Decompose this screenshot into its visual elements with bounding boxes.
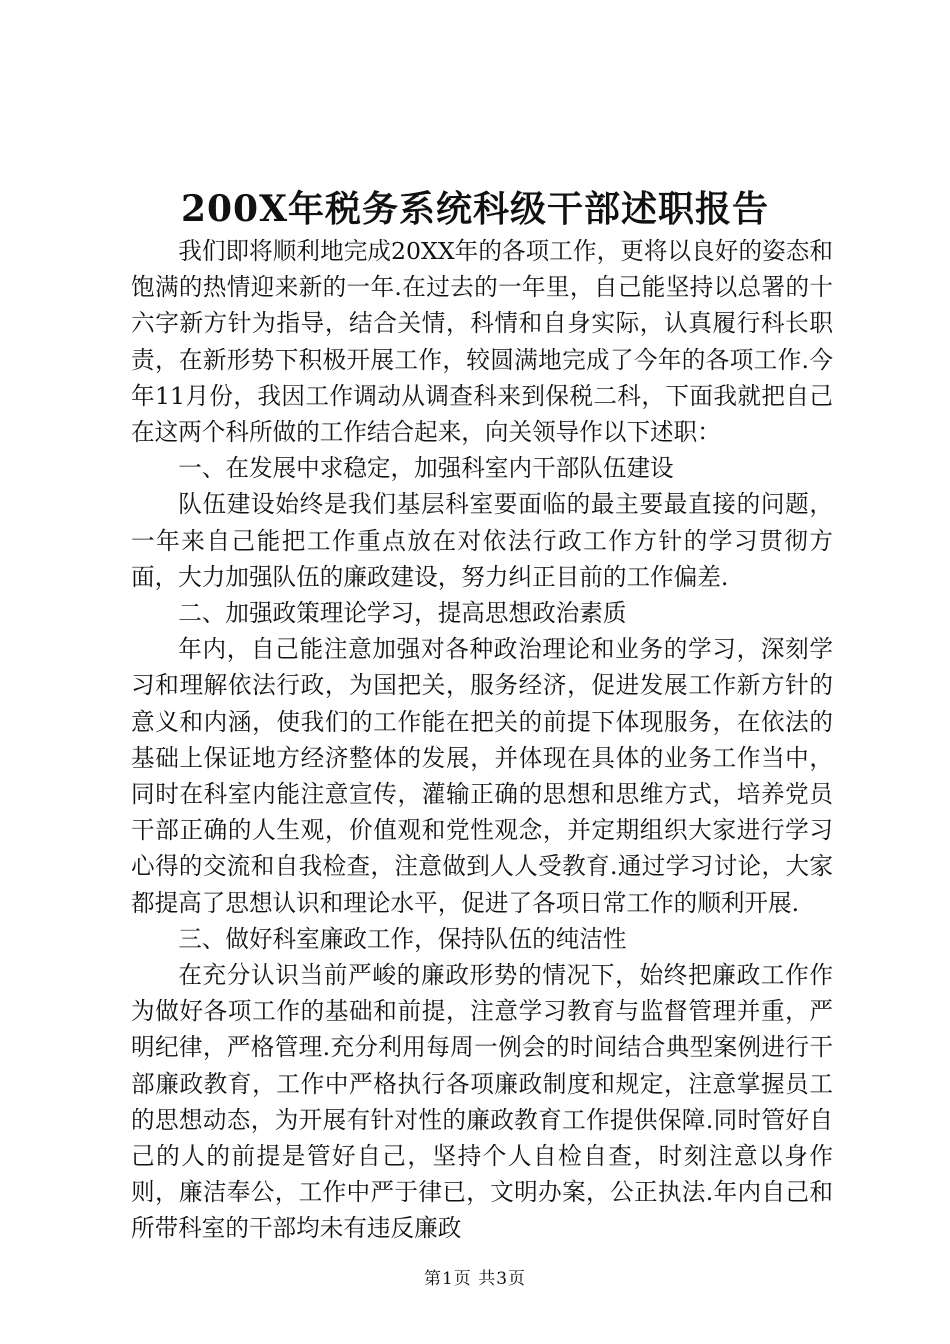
document-body: [131, 233, 833, 1247]
section-heading-2: 二、加强政策理论学习，提高思想政治素质: [178, 599, 627, 628]
section-heading-3: 三、做好科室廉政工作，保持队伍的纯洁性: [178, 924, 627, 953]
section-heading-1: 一、在发展中求稳定，加强科室内干部队伍建设: [178, 454, 674, 483]
page-footer: 第1页 共3页: [423, 1269, 527, 1289]
paragraph-team-building: 队伍建设始终是我们基层科室要面临的最主要最直接的问题，一年来自己能把工作重点放在对依法行政工作方针的学习贯彻方面，大力加强队伍的廉政建设，努力纠正目前的工作偏差.: [131, 490, 833, 591]
paragraph-integrity: 在充分认识当前严峻的廉政形势的情况下，始终把廉政工作作为做好各项工作的基础和前提，注意学习教育与监督管理并重，严明纪律，严格管理.充分利用每周一例会的时间结合典型案例进行干部廉政教育，工作中严格执行各项廉政制度和规定，注意掌握员工的思想动态，为开展有针对性的廉政教育工作提供保障.同时管好自己的人的前提是管好自己，坚持个人自检自查，时刻注意以身作则，廉洁奉公，工作中严于律已，文明办案，公正执法.年内自己和所带科室的干部均未有违反廉政: [131, 961, 833, 1243]
paragraph-intro: 我们即将顺利地完成20XX年的各项工作，更将以良好的姿态和饱满的热情迎来新的一年.在过去的一年里，自己能坚持以总署的十六字新方针为指导，结合关情，科情和自身实际，认真履行科长职责，在新形势下积极开展工作，较圆满地完成了今年的各项工作.今年11月份，我因工作调动从调查科来到保税二科，下面我就把自己在这两个科所做的工作结合起来，向关领导作以下述职：: [131, 237, 833, 447]
document-title: 200X年税务系统科级干部述职报告: [180, 188, 770, 230]
paragraph-study: 年内，自己能注意加强对各种政治理论和业务的学习，深刻学习和理解依法行政，为国把关，服务经济，促进发展工作新方针的意义和内涵，使我们的工作能在把关的前提下体现服务，在依法的基础上保证地方经济整体的发展，并体现在具体的业务工作当中，同时在科室内能注意宣传，灌输正确的思想和思维方式，培养党员干部正确的人生观，价值观和党性观念，并定期组织大家进行学习心得的交流和自我检查，注意做到人人受教育.通过学习讨论，大家都提高了思想认识和理论水平，促进了各项日常工作的顺利开展.: [131, 635, 833, 917]
